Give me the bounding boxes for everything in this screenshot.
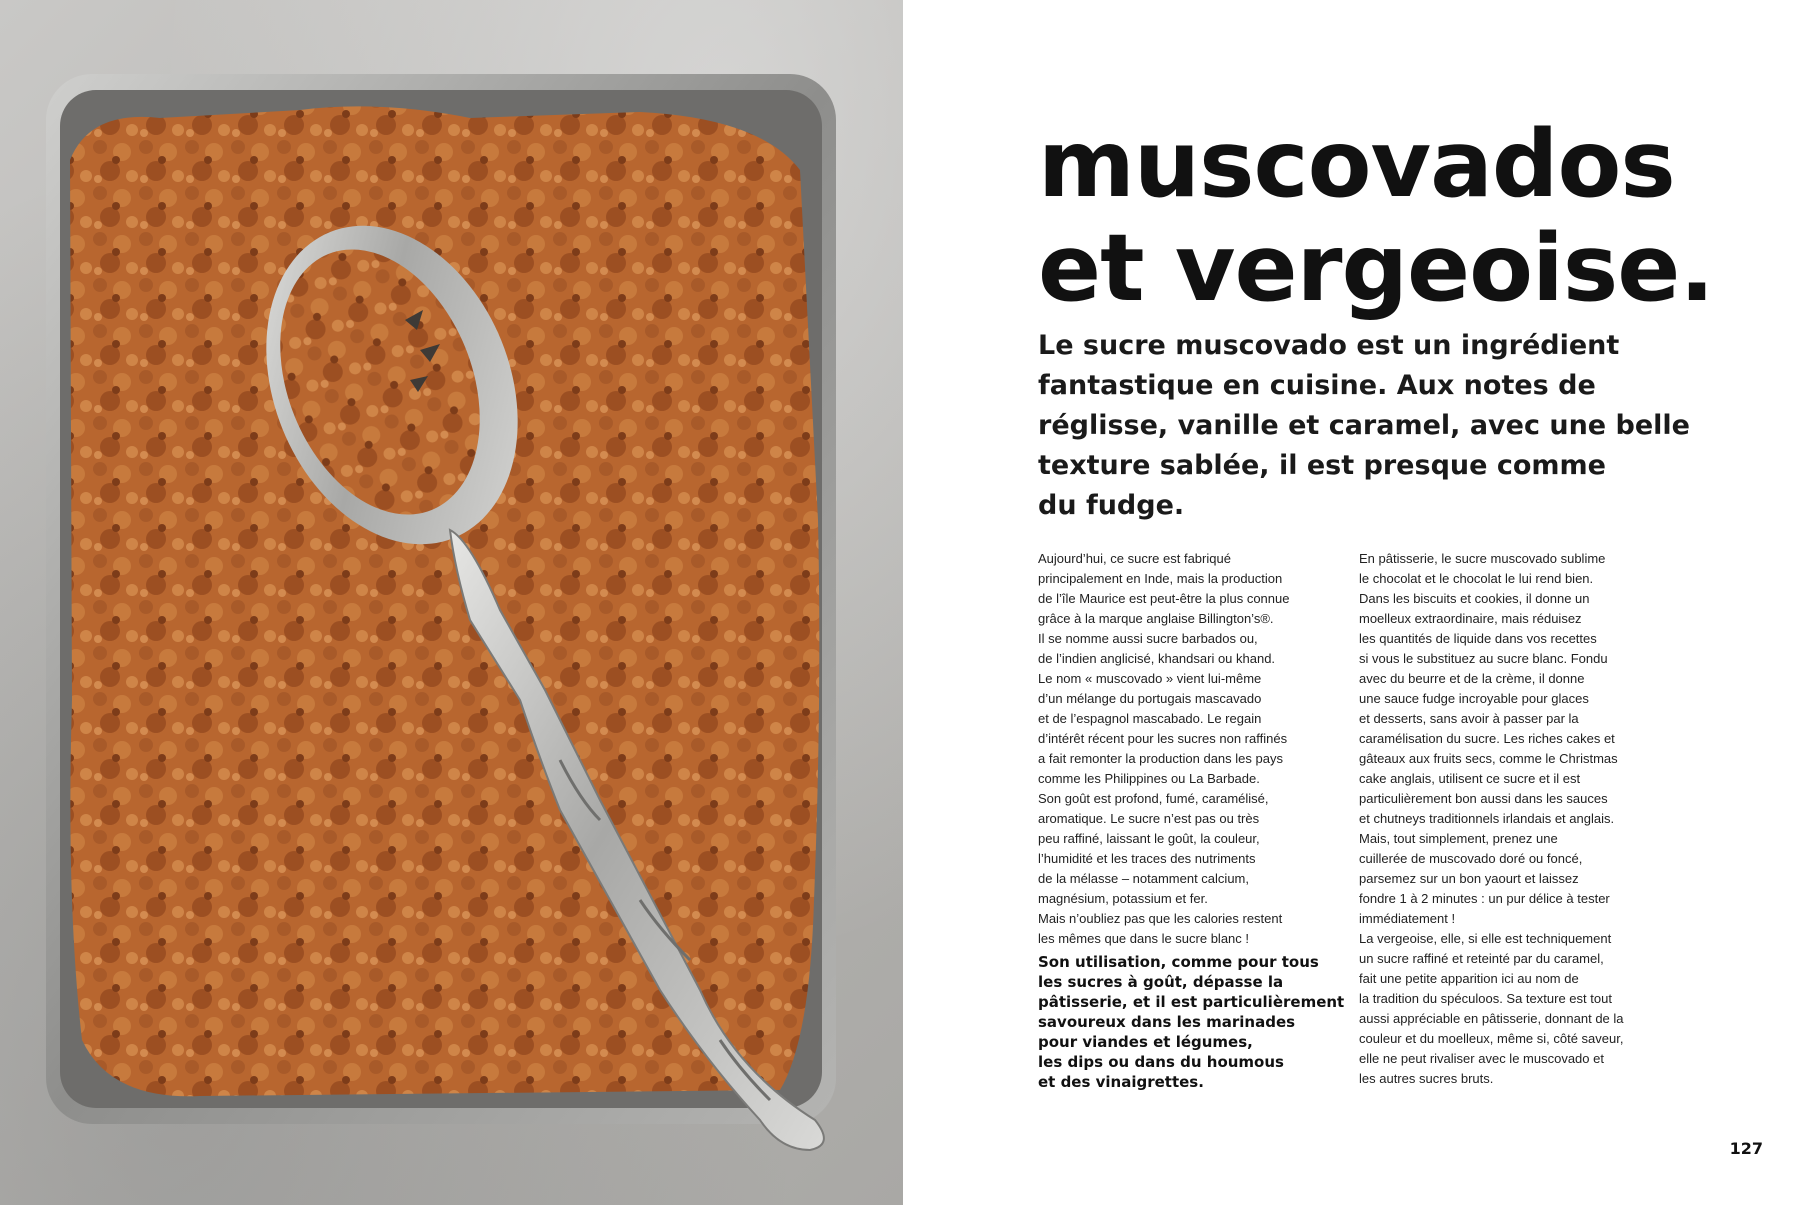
lead-line: Le sucre muscovado est un ingrédient: [1038, 330, 1620, 361]
lead-line: du fudge.: [1038, 490, 1185, 521]
body-line: et chutneys traditionnels irlandais et anglais.: [1359, 811, 1615, 826]
body-line: principalement en Inde, mais la production: [1038, 571, 1283, 586]
body-line: elle ne peut rivaliser avec le muscovado et: [1359, 1051, 1604, 1066]
body-line: d’un mélange du portugais mascavado: [1038, 691, 1262, 706]
body-line: peu raffiné, laissant le goût, la couleur,: [1038, 831, 1260, 846]
body-line: couleur et du moelleux, même si, côté saveur,: [1359, 1031, 1624, 1046]
body-line: et de l’espagnol mascabado. Le regain: [1038, 711, 1262, 726]
highlight-line: pâtisserie, et il est particulièrement: [1038, 993, 1345, 1011]
body-line: La vergeoise, elle, si elle est techniquement: [1359, 931, 1612, 946]
body-line: caramélisation du sucre. Les riches cakes et: [1359, 731, 1615, 746]
body-line: immédiatement !: [1359, 911, 1456, 926]
body-line: si vous le substituez au sucre blanc. Fondu: [1359, 651, 1608, 666]
highlight-line: les dips ou dans du houmous: [1038, 1053, 1284, 1071]
body-line: gâteaux aux fruits secs, comme le Christmas: [1359, 751, 1618, 766]
body-line: les quantités de liquide dans vos recettes: [1359, 631, 1597, 646]
body-line: Le nom « muscovado » vient lui-même: [1038, 671, 1262, 686]
body-line: avec du beurre et de la crème, il donne: [1359, 671, 1585, 686]
body-line: Mais n’oubliez pas que les calories restent: [1038, 911, 1283, 926]
body-line: et desserts, sans avoir à passer par la: [1359, 711, 1579, 726]
body-line: Dans les biscuits et cookies, il donne un: [1359, 591, 1590, 606]
body-line: une sauce fudge incroyable pour glaces: [1359, 691, 1589, 706]
title-line: muscovados: [1038, 110, 1675, 218]
lead-line: réglisse, vanille et caramel, avec une belle: [1038, 410, 1690, 441]
body-line: un sucre raffiné et reteinté par du caramel,: [1359, 951, 1604, 966]
highlight-line: pour viandes et légumes,: [1038, 1033, 1253, 1051]
body-line: Mais, tout simplement, prenez une: [1359, 831, 1558, 846]
highlight-line: les sucres à goût, dépasse la: [1038, 973, 1284, 991]
body-column-left: [1038, 549, 1345, 1092]
body-line: de l’île Maurice est peut-être la plus connue: [1038, 591, 1290, 606]
highlight-line: Son utilisation, comme pour tous: [1038, 953, 1319, 971]
body-column-right: [1359, 549, 1659, 1089]
body-line: cuillerée de muscovado doré ou foncé,: [1359, 851, 1583, 866]
body-line: Son goût est profond, fumé, caramélisé,: [1038, 791, 1269, 806]
body-line: aromatique. Le sucre n’est pas ou très: [1038, 811, 1260, 826]
title-line: et vergeoise.: [1038, 214, 1714, 322]
body-line: magnésium, potassium et fer.: [1038, 891, 1208, 906]
body-line: En pâtisserie, le sucre muscovado sublime: [1359, 551, 1606, 566]
body-line: particulièrement bon aussi dans les sauces: [1359, 791, 1608, 806]
body-line: comme les Philippines ou La Barbade.: [1038, 771, 1260, 786]
body-line: les mêmes que dans le sucre blanc !: [1038, 931, 1249, 946]
page-number: 127: [1729, 1139, 1763, 1158]
body-line: la tradition du spéculoos. Sa texture est tout: [1359, 991, 1612, 1006]
body-line: parsemez sur un bon yaourt et laissez: [1359, 871, 1579, 886]
highlight-text: [1038, 952, 1345, 1092]
body-line: de l’indien anglicisé, khandsari ou khand.: [1038, 651, 1276, 666]
body-line: grâce à la marque anglaise Billington’s®.: [1038, 611, 1274, 626]
lead-line: texture sablée, il est presque comme: [1038, 450, 1606, 481]
highlight-line: et des vinaigrettes.: [1038, 1073, 1204, 1091]
body-line: aussi appréciable en pâtisserie, donnant de la: [1359, 1011, 1624, 1026]
body-line: fait une petite apparition ici au nom de: [1359, 971, 1579, 986]
body-line: de la mélasse – notamment calcium,: [1038, 871, 1249, 886]
body-line: d’intérêt récent pour les sucres non raffinés: [1038, 731, 1288, 746]
body-line: moelleux extraordinaire, mais réduisez: [1359, 611, 1582, 626]
lead-line: fantastique en cuisine. Aux notes de: [1038, 370, 1596, 401]
body-line: Aujourd’hui, ce sucre est fabriqué: [1038, 551, 1231, 566]
page-title: [1038, 112, 1758, 320]
body-line: fondre 1 à 2 minutes : un pur délice à tester: [1359, 891, 1610, 906]
body-line: les autres sucres bruts.: [1359, 1071, 1494, 1086]
lead-paragraph: [1038, 326, 1758, 526]
body-line: Il se nomme aussi sucre barbados ou,: [1038, 631, 1258, 646]
body-line: le chocolat et le chocolat le lui rend bien.: [1359, 571, 1594, 586]
body-line: a fait remonter la production dans les pays: [1038, 751, 1283, 766]
body-text: [1038, 549, 1338, 949]
text-page: [903, 0, 1796, 1205]
body-line: cake anglais, utilisent ce sucre et il est: [1359, 771, 1581, 786]
highlight-line: savoureux dans les marinades: [1038, 1013, 1296, 1031]
body-line: l’humidité et les traces des nutriments: [1038, 851, 1256, 866]
